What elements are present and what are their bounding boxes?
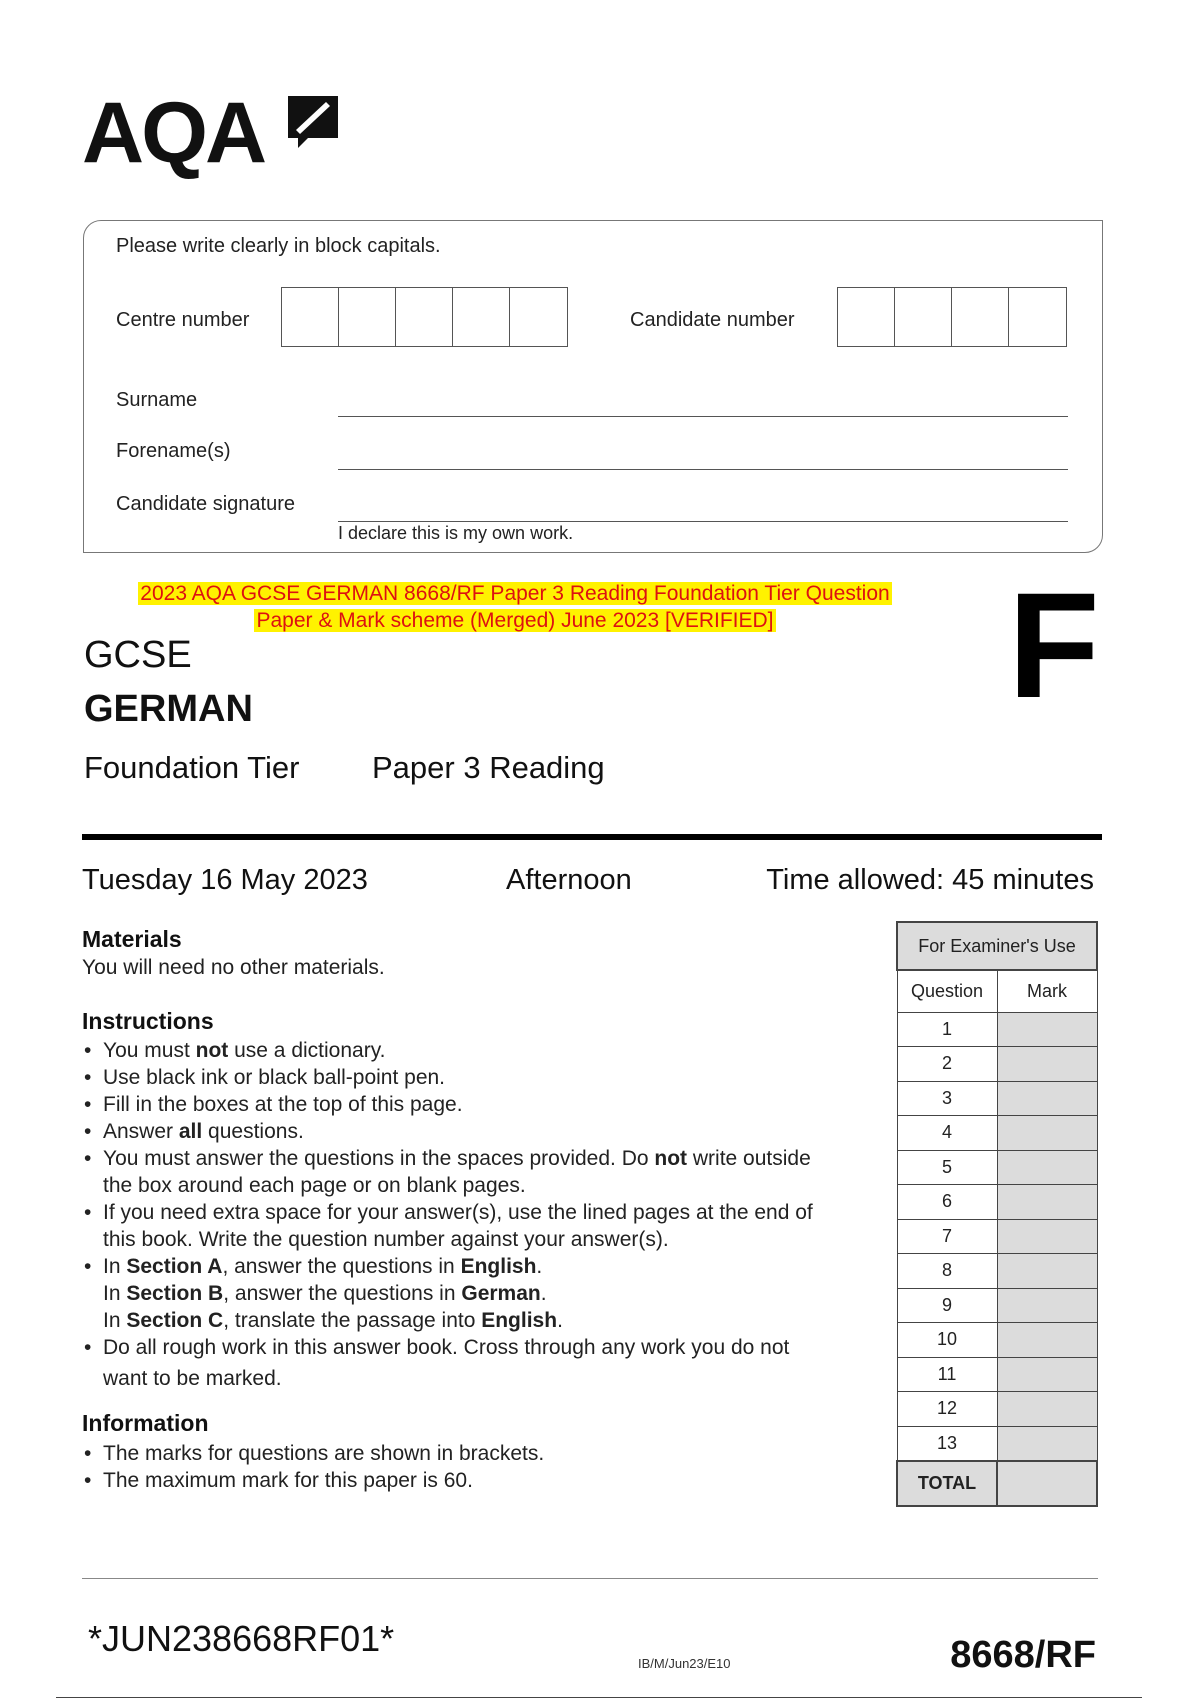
exam-session: Afternoon <box>506 864 632 896</box>
list-item: • If you need extra space for your answer(s), use the lined pages at the end of this book. Write the question number against your answer(s). <box>82 1199 872 1253</box>
question-number: 4 <box>897 1116 997 1151</box>
logo-text: AQA <box>82 85 265 181</box>
table-row <box>897 1323 1097 1358</box>
centre-digit-box[interactable] <box>453 288 510 346</box>
page-bottom-rule <box>56 1697 1142 1698</box>
mark-cell[interactable] <box>997 1254 1097 1289</box>
block-capitals-instruction: Please write clearly in block capitals. <box>116 235 441 257</box>
materials-heading: Materials <box>82 926 182 952</box>
question-number: 12 <box>897 1392 997 1427</box>
table-row <box>897 1219 1097 1254</box>
centre-number-boxes[interactable] <box>281 287 568 347</box>
surname-field[interactable] <box>338 416 1068 417</box>
candidate-number-label: Candidate number <box>630 309 795 331</box>
footer-divider <box>82 1578 1098 1579</box>
list-item: • Use black ink or black ball-point pen. <box>82 1064 872 1091</box>
question-number: 5 <box>897 1150 997 1185</box>
list-item: • You must answer the questions in the spaces provided. Do not write outside the box around each page or on blank pages. <box>82 1145 872 1199</box>
mark-cell[interactable] <box>997 1288 1097 1323</box>
total-row <box>897 1461 1097 1506</box>
centre-digit-box[interactable] <box>510 288 567 346</box>
list-item: • Answer all questions. <box>82 1118 872 1145</box>
information-list <box>82 1440 872 1494</box>
examiner-use-table <box>896 921 1098 1507</box>
table-row <box>897 1081 1097 1116</box>
table-row <box>897 1116 1097 1151</box>
centre-digit-box[interactable] <box>339 288 396 346</box>
mark-column-header: Mark <box>997 970 1097 1012</box>
tier-letter: F <box>1008 561 1100 729</box>
candidate-digit-box[interactable] <box>952 288 1009 346</box>
mark-cell[interactable] <box>997 1012 1097 1047</box>
forenames-label: Forename(s) <box>116 440 231 462</box>
mark-cell[interactable] <box>997 1185 1097 1220</box>
banner-line-1: 2023 AQA GCSE GERMAN 8668/RF Paper 3 Reading Foundation Tier Question <box>140 582 890 605</box>
question-number: 13 <box>897 1426 997 1461</box>
signature-field[interactable] <box>338 521 1068 522</box>
examiner-table-title: For Examiner's Use <box>897 922 1097 970</box>
mark-cell[interactable] <box>997 1116 1097 1151</box>
table-row <box>897 1047 1097 1082</box>
total-label: TOTAL <box>897 1461 997 1506</box>
aqa-logo <box>82 85 352 190</box>
question-column-header: Question <box>897 970 997 1012</box>
document-title-banner <box>100 580 930 634</box>
declaration-text: I declare this is my own work. <box>338 523 574 543</box>
list-item: • Fill in the boxes at the top of this page. <box>82 1091 872 1118</box>
surname-label: Surname <box>116 389 198 411</box>
instructions-list <box>82 1037 872 1392</box>
mark-cell[interactable] <box>997 1323 1097 1358</box>
candidate-digit-box[interactable] <box>838 288 895 346</box>
mark-cell[interactable] <box>997 1150 1097 1185</box>
list-item: • Do all rough work in this answer book. Cross through any work you do not want to be marked. <box>82 1334 872 1392</box>
signature-label: Candidate signature <box>116 493 296 515</box>
paper-label: Paper 3 Reading <box>372 750 605 785</box>
table-row <box>897 1150 1097 1185</box>
table-row <box>897 1426 1097 1461</box>
table-row <box>897 1392 1097 1427</box>
title-divider <box>82 834 1102 840</box>
forenames-field[interactable] <box>338 469 1068 470</box>
exam-date: Tuesday 16 May 2023 <box>82 864 368 896</box>
question-number: 2 <box>897 1047 997 1082</box>
barcode-text: *JUN238668RF01* <box>88 1618 395 1659</box>
candidate-digit-box[interactable] <box>895 288 952 346</box>
materials-text: You will need no other materials. <box>82 956 385 979</box>
centre-number-label: Centre number <box>116 309 250 331</box>
paper-code: 8668/RF <box>950 1634 1096 1676</box>
list-item: • The maximum mark for this paper is 60. <box>82 1467 872 1494</box>
table-row <box>897 1185 1097 1220</box>
candidate-details-box <box>83 220 1103 553</box>
question-number: 6 <box>897 1185 997 1220</box>
time-allowed: Time allowed: 45 minutes <box>766 864 1094 896</box>
table-row <box>897 1254 1097 1289</box>
list-item: • In Section A, answer the questions in English. In Section B, answer the questions in German. In Section C, translate the passage into English. <box>82 1253 872 1334</box>
question-number: 1 <box>897 1012 997 1047</box>
mark-cell[interactable] <box>997 1219 1097 1254</box>
table-row <box>897 1012 1097 1047</box>
question-number: 9 <box>897 1288 997 1323</box>
mark-cell[interactable] <box>997 1357 1097 1392</box>
candidate-digit-box[interactable] <box>1009 288 1066 346</box>
information-heading: Information <box>82 1410 209 1436</box>
subject-title: GERMAN <box>84 688 253 730</box>
candidate-number-boxes[interactable] <box>837 287 1067 347</box>
table-row <box>897 1288 1097 1323</box>
table-row <box>897 1357 1097 1392</box>
logo-flag-icon <box>282 90 342 150</box>
question-number: 3 <box>897 1081 997 1116</box>
centre-digit-box[interactable] <box>282 288 339 346</box>
mark-cell[interactable] <box>997 1426 1097 1461</box>
total-mark-cell[interactable] <box>997 1461 1097 1506</box>
mark-cell[interactable] <box>997 1081 1097 1116</box>
question-number: 8 <box>897 1254 997 1289</box>
question-number: 7 <box>897 1219 997 1254</box>
qualification-title: GCSE <box>84 634 192 676</box>
banner-line-2: Paper & Mark scheme (Merged) June 2023 [VERIFIED] <box>256 609 774 632</box>
mark-cell[interactable] <box>997 1047 1097 1082</box>
document-reference: IB/M/Jun23/E10 <box>638 1656 731 1671</box>
centre-digit-box[interactable] <box>396 288 453 346</box>
tier-label: Foundation Tier <box>84 750 300 785</box>
question-number: 10 <box>897 1323 997 1358</box>
instructions-heading: Instructions <box>82 1008 214 1034</box>
mark-cell[interactable] <box>997 1392 1097 1427</box>
question-number: 11 <box>897 1357 997 1392</box>
list-item: • You must not use a dictionary. <box>82 1037 872 1064</box>
list-item: • The marks for questions are shown in brackets. <box>82 1440 872 1467</box>
